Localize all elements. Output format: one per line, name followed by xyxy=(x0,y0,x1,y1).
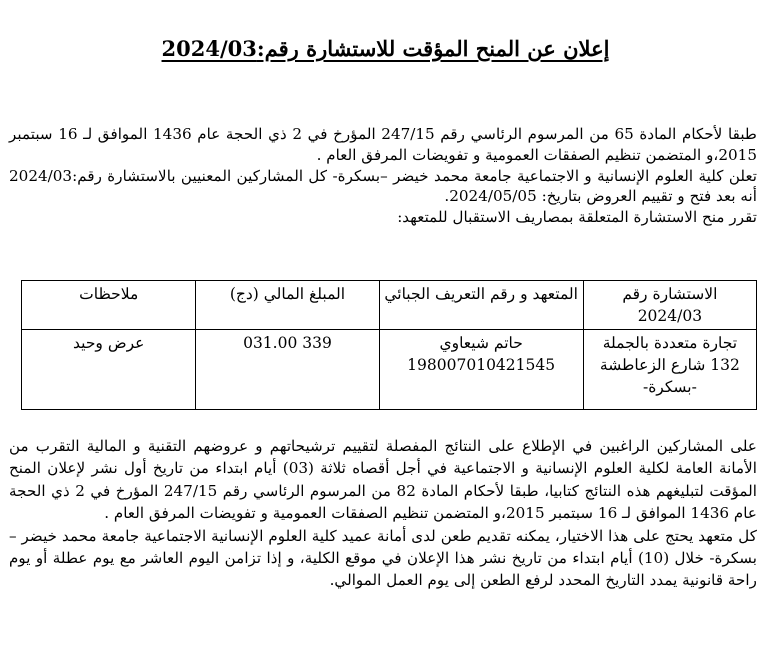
appeal-paragraph: كل متعهد يحتج على هذا الاختيار، يمكنه تقديم طعن لدى أمانة عميد كلية العلوم الإنسانية الاجتماعية جامعة محمد خيضر –بسكرة- خلال (10) أيام ابتداء من تاريخ نشر هذا الإعلان في موقع الكلية، و إذا تزامن اليوم العاشر مع يوم عطلة أو يوم راحة قانونية يمدد التاريخ المحدد لرفع الطعن إلى يوم العمل الموالي. xyxy=(9,526,757,590)
cell-amount: 339 031.00 xyxy=(196,330,379,410)
bidder-name: حاتم شيعاوي xyxy=(439,334,523,352)
header-notes: ملاحظات xyxy=(22,281,196,330)
bidder-tax-id: 198007010421545 xyxy=(407,356,556,374)
announcement-title: إعلان عن المنح المؤقت للاستشارة رقم:2024/03 xyxy=(161,36,610,61)
award-decision-paragraph: تقرر منح الاستشارة المتعلقة بمصاريف الاستقبال للمتعهد: xyxy=(397,208,757,227)
closing-section xyxy=(9,435,757,592)
consultation-line: -بسكرة- xyxy=(642,378,697,396)
header-amount: المبلغ المالي (دج) xyxy=(196,281,379,330)
table-header-row xyxy=(22,281,757,330)
intro-section xyxy=(9,124,757,228)
cell-consultation xyxy=(583,330,756,410)
award-table xyxy=(21,280,757,410)
consultation-line: تجارة متعددة بالجملة xyxy=(602,334,738,352)
cell-notes: عرض وحيد xyxy=(22,330,196,410)
header-bidder: المتعهد و رقم التعريف الجبائي xyxy=(379,281,583,330)
cell-bidder xyxy=(379,330,583,410)
header-consultation: الاستشارة رقم 2024/03 xyxy=(583,281,756,330)
consultation-line: 132 شارع الزعاطشة xyxy=(599,356,740,374)
legal-basis-paragraph: طبقا لأحكام المادة 65 من المرسوم الرئاسي رقم 247/15 المؤرخ في 2 ذي الحجة عام 1436 الموافق لـ 16 سبتمبر 2015،و المتضمن تنظيم الصفقات العمومية و تفويضات المرفق العام . xyxy=(9,125,757,164)
faculty-announcement-paragraph: تعلن كلية العلوم الإنسانية و الاجتماعية جامعة محمد خيضر –بسكرة- كل المشاركين المعنيين بالاستشارة رقم:2024/03 أنه بعد فتح و تقييم العروض بتاريخ: 2024/05/05. xyxy=(9,166,757,206)
table-row xyxy=(22,330,757,410)
results-consultation-paragraph: على المشاركين الراغبين في الإطلاع على النتائج المفصلة لتقييم ترشيحاتهم و عروضهم التقنية و المالية التقرب من الأمانة العامة لكلية العلوم الإنسانية و الاجتماعية في أجل أقصاه ثلاثة (03) أيام ابتداء من تاريخ أول نشر لإعلان المنح المؤقت لتبليغهم هذه النتائج كتابيا، طبقا لأحكام المادة 82 من المرسوم الرئاسي رقم 247/15 المؤرخ في 2 ذي الحجة عام 1436 الموافق لـ 16 سبتمبر 2015،و المتضمن تنظيم الصفقات العمومية و تفويضات المرفق العام . xyxy=(9,437,758,523)
